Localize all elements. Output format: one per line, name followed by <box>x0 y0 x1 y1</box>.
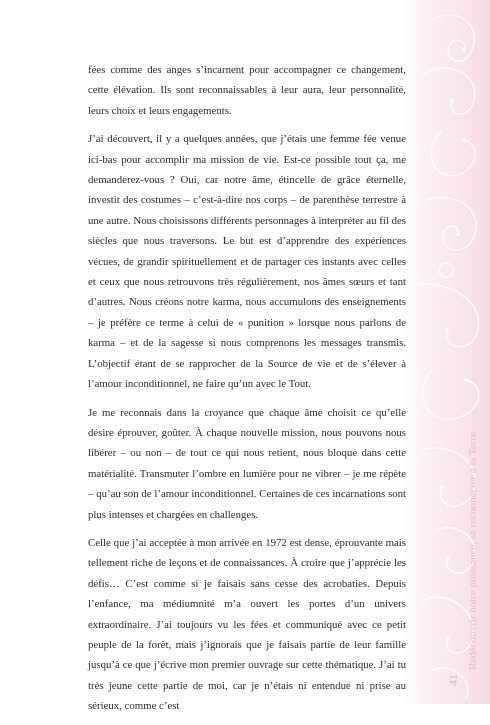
paragraph: fées comme des anges s’incarnent pour accompagner ce changement, cette élévation. Ils sont reconnaissables à leur aura, leur personnalité, leurs choix et leurs engagements. <box>88 64 406 117</box>
paragraph: J’ai découvert, il y a quelques années, que j’étais une femme fée venue ici-bas pour accomplir ma mission de vie. Est-ce possible tout ça, me demanderez-vous ? Oui, car notre âme, étincelle de grâce éternelle, investit des costumes – c’est-à-dire nos corps – de parenthèse terrestre à une autre. Nous choisissons différents personnages à interpréter au fil des siècles que nous traversons. Le but est d’apprendre des expériences vécues, de grandir spirituellement et de partager ces instants avec celles et ceux que nous retrouvons très régulièrement, nos âmes sœurs et tant d’autres. Nous créons notre karma, nous accumulons des enseignements – je préfère ce terme à celui de « punition » lorsque nous parlons de karma – et de la sagesse si nous comprenons les messages transmis. L’objectif étant de se rapprocher de la Source de vie et de s’élever à l’amour inconditionnel, ne faire qu’un avec le Tout. <box>88 133 406 391</box>
body-text <box>88 60 406 725</box>
paragraph: Celle que j’ai acceptée à mon arrivée en 1972 est dense, éprouvante mais tellement riche de leçons et de connaissances. À croire que j’apprécie les défis… C’est comme si je faisais sans cesse des acrobaties. Depuis l’enfance, ma médiumnité m’a ouvert les portes d’un univers extraordinaire. J’ai toujours vu les fées et communiqué avec ce petit peuple de la forêt, mais j’ignorais que je faisais partie de leur famille jusqu’à ce que j’écrive mon premier ouvrage sur cette thématique. J’ai tu très jeune cette partie de moi, car je n’étais ni entendue ni prise au sérieux, comme c’est <box>88 536 406 713</box>
paragraph: Je me reconnais dans la croyance que chaque âme choisit ce qu’elle désire éprouver, goûter. À chaque nouvelle mission, nous pouvons nous libérer – ou non – de tout ce qui nous retient, nous bloque dans cette matérialité. Transmuter l’ombre en lumière pour ne vibrer – je me répète – qu’au son de l’amour inconditionnel. Certaines de ces incarnations sont plus intenses et chargées en challenges. <box>88 406 406 521</box>
running-title: Redécouvrir notre puissance, se reconnecter à la Terre <box>467 432 479 670</box>
page-number: 41 <box>446 674 460 686</box>
